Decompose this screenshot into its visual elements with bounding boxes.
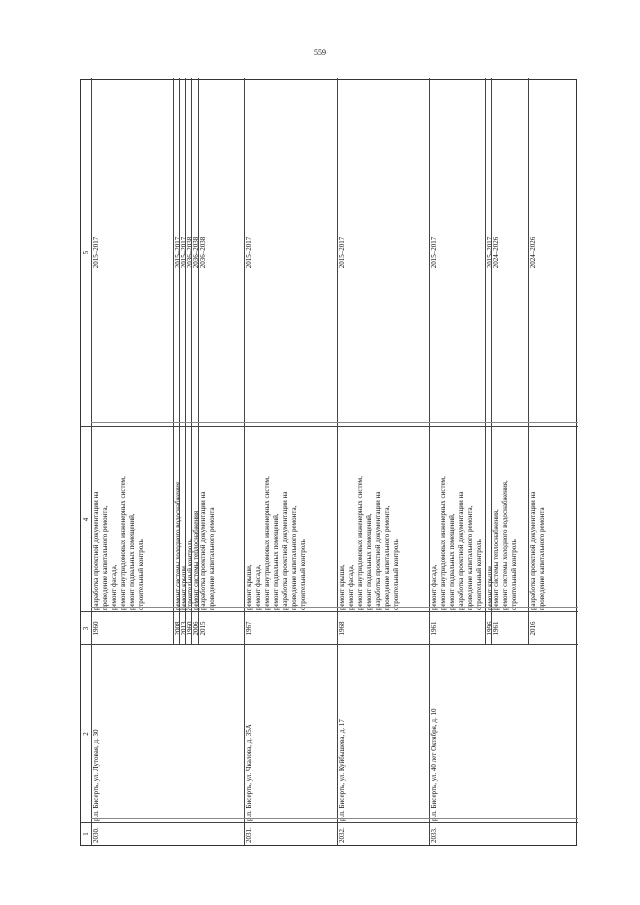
page-number: 559 (314, 48, 326, 57)
repair-work-line: ремонт внутридомовых инженерных систем, (439, 476, 447, 610)
row-number: 2031. (245, 827, 253, 843)
capital-repair-table (80, 79, 577, 846)
repair-works (337, 427, 402, 612)
construction-year: 2008 (174, 621, 182, 636)
repair-work-line: разработка проектной документации на (529, 491, 537, 610)
table-rule (337, 607, 429, 608)
repair-work-line: ремонт внутридомовых инженерных систем, (119, 476, 127, 610)
repair-period: 2024–2026 (492, 236, 500, 269)
column-number-header: 3 (82, 626, 90, 631)
repair-works (244, 427, 309, 612)
repair-work-line: разработка проектной документации на (457, 491, 465, 610)
building-address: р.п. Бисерть, ул. Чкалова, д. 35А (245, 724, 253, 821)
repair-work-line: проведение капитального ремонта, (383, 505, 391, 610)
building-address: р.п. Бисерть, ул. Лутовая, д. 30 (92, 729, 100, 821)
repair-work-line: ремонт крыши, (245, 564, 253, 610)
table-rule (91, 422, 244, 423)
repair-work-line: строительный контроль (475, 539, 483, 610)
table-rule (429, 422, 578, 423)
repair-work-line: ремонт внутридомовых инженерных систем, (356, 476, 364, 610)
repair-work-line: разработка проектной документации на (281, 491, 289, 610)
building-address: р.п. Бисерть, ул. Куйбышева, д. 17 (338, 719, 346, 821)
table-rule (244, 818, 337, 819)
table-rule (244, 422, 337, 423)
table-rule (244, 607, 337, 608)
repair-work-line: проведение капитального ремонта (538, 507, 546, 610)
repair-work-line: ремонт крыши (486, 566, 494, 610)
repair-work-line: ремонт фасада, (254, 564, 262, 610)
repair-work-line: разработка проектной документации на (199, 491, 207, 610)
repair-work-line: ремонт внутридомовых инженерных систем, (263, 476, 271, 610)
repair-work-line: ремонт системы холодного водоснабжения (174, 482, 182, 610)
repair-period: 2036–2038 (192, 236, 200, 269)
construction-year: 2006 (192, 621, 200, 636)
repair-period: 2015–2017 (180, 236, 188, 269)
column-number-header: 5 (82, 250, 90, 255)
repair-work-line: ремонт фасада, (347, 564, 355, 610)
repair-works (491, 427, 520, 612)
construction-year: 1967 (245, 621, 253, 636)
repair-work-line: ремонт фасада, (430, 564, 438, 610)
repair-period: 2036–2038 (186, 236, 194, 269)
table-rule (91, 818, 244, 819)
column-number-header: 4 (82, 517, 90, 522)
repair-work-line: ремонт системы теплоснабжения, (492, 509, 500, 610)
repair-work-line: проведение капитального ремонта, (101, 505, 109, 610)
repair-works (429, 427, 485, 612)
repair-work-line: строительный контроль (299, 539, 307, 610)
table-rule (429, 607, 578, 608)
repair-work-line: проведение капитального ремонта, (466, 505, 474, 610)
construction-year: 1960 (92, 621, 100, 636)
repair-period: 2015–2017 (245, 236, 253, 269)
table-rule (337, 818, 429, 819)
repair-works (198, 427, 218, 612)
repair-work-line: проведение капитального ремонта, (290, 505, 298, 610)
repair-work-line: строительный контроль (137, 539, 145, 610)
row-number: 2033. (430, 827, 438, 843)
table-rule (91, 607, 244, 608)
column-number-header: 1 (82, 832, 90, 836)
construction-year: 2015 (199, 621, 207, 636)
repair-work-line: строительный контроль (392, 539, 400, 610)
repair-period: 2015–2017 (92, 236, 100, 269)
repair-work-line: ремонт фасада, (110, 564, 118, 610)
building-address: р.п. Бисерть, ул. 40 лет Октября, д. 10 (430, 708, 438, 821)
repair-works (91, 427, 147, 612)
repair-work-line: ремонт подвальных помещений, (272, 513, 280, 610)
repair-work-line: строительный контроль (186, 539, 194, 610)
repair-work-line: проведение капитального ремонта (208, 507, 216, 610)
row-number: 2032. (338, 827, 346, 843)
construction-year: 1961 (430, 621, 438, 636)
table-rule (81, 644, 578, 645)
rotated-table-canvas (80, 79, 577, 846)
repair-work-line: ремонт системы теплоснабжения (192, 510, 200, 610)
construction-year: 2016 (529, 621, 537, 636)
repair-period: 2015–2017 (338, 236, 346, 269)
repair-work-line: ремонт подвальных помещений, (128, 513, 136, 610)
table-rule (429, 818, 578, 819)
repair-work-line: ремонт крыши (180, 566, 188, 610)
repair-work-line: строительный контроль (510, 539, 518, 610)
repair-works (528, 427, 548, 612)
repair-period: 2015–2017 (174, 236, 182, 269)
table-rule (81, 822, 578, 823)
repair-work-line: ремонт подвальных помещений, (448, 513, 456, 610)
repair-period: 2024–2026 (529, 236, 537, 269)
construction-year: 1968 (338, 621, 346, 636)
repair-period: 2015–2017 (486, 236, 494, 269)
column-number-header: 2 (82, 732, 90, 736)
repair-work-line: разработка проектной документации на (92, 491, 100, 610)
row-number: 2030. (92, 827, 100, 843)
construction-year: 2013 (180, 621, 188, 636)
repair-work-line: ремонт крыши, (338, 564, 346, 610)
repair-period: 2036–2038 (199, 236, 207, 269)
construction-year: 1996 (486, 621, 494, 636)
construction-year: 1961 (492, 621, 500, 636)
table-rule (337, 422, 429, 423)
repair-period: 2015–2017 (430, 236, 438, 269)
repair-work-line: ремонт системы холодного водоснабжения, (501, 480, 509, 610)
repair-work-line: разработка проектной документации на (374, 491, 382, 610)
repair-work-line: ремонт подвальных помещений, (365, 513, 373, 610)
construction-year: 1960 (186, 621, 194, 636)
